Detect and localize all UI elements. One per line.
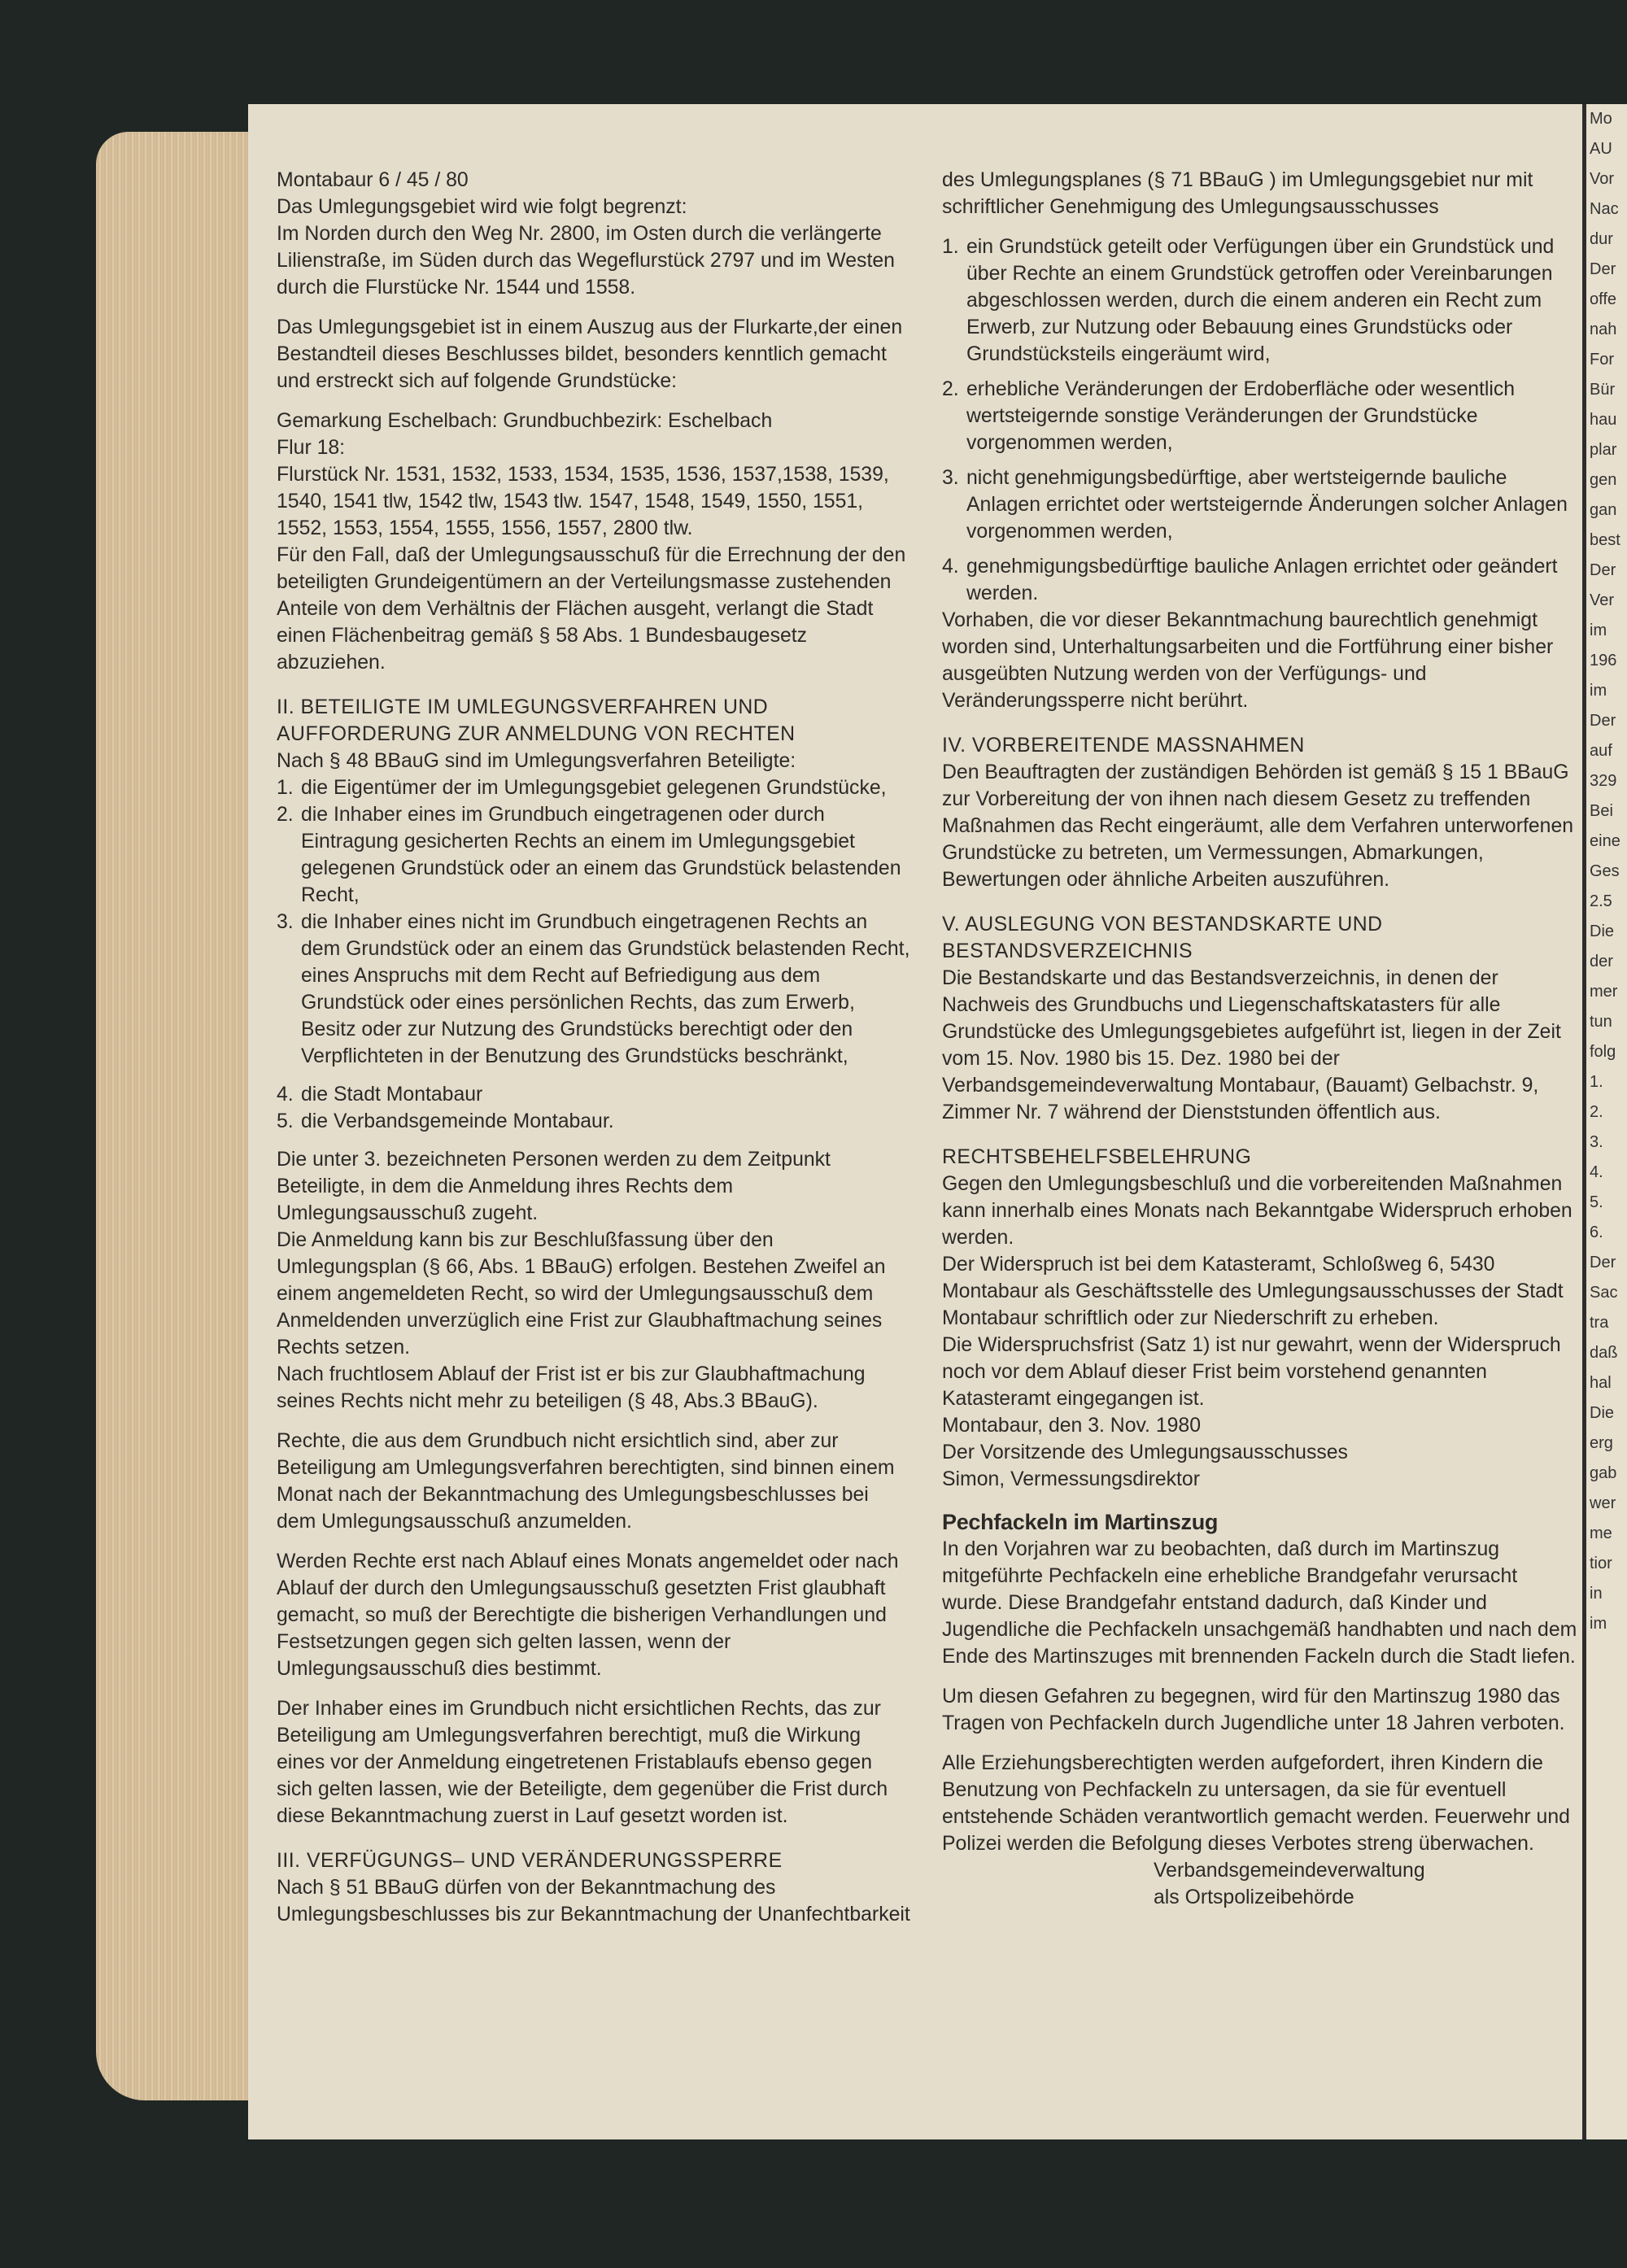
next-page-fragment: Sac — [1590, 1284, 1618, 1302]
next-page-fragment: Der — [1590, 561, 1616, 579]
paragraph: Nach fruchtlosem Ablauf der Frist ist er bis zur Glaubhaftmachung seines Rechts nicht mehr zu beteiligen (§ 48, Abs.3 BBauG). — [277, 1363, 866, 1412]
next-page-fragment: offe — [1590, 290, 1616, 308]
reference-number: Montabaur 6 / 45 / 80 — [277, 169, 469, 191]
list-item — [942, 465, 1578, 545]
next-page-fragment: gan — [1590, 501, 1617, 519]
list-number: 5. — [277, 1110, 294, 1132]
signature-line: Der Vorsitzende des Umlegungsausschusses — [942, 1441, 1348, 1463]
list-text: nicht genehmigungsbedürftige, aber wertsteigernde bauliche Anlagen errichtet oder wertsteigernde Änderungen solcher Anlagen vorgenommen werden, — [966, 467, 1568, 543]
paragraph: Das Umlegungsgebiet ist in einem Auszug aus der Flurkarte,der einen Bestandteil dieses Beschlusses bildet, besonders kenntlich gemacht und erstreckt sich auf folgende Grundstücke: — [277, 316, 903, 392]
list-text: genehmigungsbedürftige bauliche Anlagen errichtet oder geändert werden. — [966, 556, 1558, 604]
next-page-fragment: 3. — [1590, 1133, 1603, 1151]
list-number: 1. — [277, 777, 294, 799]
paragraph: Für den Fall, daß der Umlegungsausschuß für die Errechnung der den beteiligten Grundeigentümern an der Verteilungsmasse zustehenden Anteile von dem Verhältnis der Flächen ausgeht, verlangt die Stadt einen Flächenbeitrag gemäß § 58 Abs. 1 Bundesbaugesetz abzuziehen. — [277, 544, 906, 674]
section-heading-iv: IV. VORBEREITENDE MASSNAHMEN — [942, 735, 1305, 757]
list-text: die Stadt Montabaur — [301, 1084, 483, 1106]
next-page-fragment: Bei — [1590, 802, 1613, 820]
next-page-fragment: tun — [1590, 1013, 1612, 1031]
next-page-fragment: 1. — [1590, 1073, 1603, 1091]
paragraph: Der Widerspruch ist bei dem Katasteramt, Schloßweg 6, 5430 Montabaur als Geschäftsstelle des Umlegungsausschusses der Stadt Montabaur schriftlich oder zur Niederschrift zu erheben. — [942, 1254, 1564, 1329]
paragraph: Nach § 48 BBauG sind im Umlegungsverfahren Beteiligte: — [277, 750, 796, 772]
paragraph: Rechte, die aus dem Grundbuch nicht ersichtlich sind, aber zur Beteiligung am Umlegungsverfahren berechtigten, sind binnen einem Monat nach der Bekanntmachung des Umlegungsbeschlusses bei dem Umlegungsausschuß anzumelden. — [277, 1430, 895, 1533]
list-item — [277, 1108, 911, 1135]
next-page-fragment: Ver — [1590, 591, 1615, 609]
next-page-fragment: 329 — [1590, 772, 1617, 790]
list-number: 4. — [942, 556, 959, 578]
list-number: 4. — [277, 1084, 294, 1106]
date-line: Montabaur, den 3. Nov. 1980 — [942, 1415, 1201, 1437]
next-page-fragment: Mo — [1590, 110, 1612, 128]
list-text: die Inhaber eines nicht im Grundbuch eingetragenen Rechts an dem Grundstück oder an einem das Grundstück belastenden Recht, eines Anspruchs mit dem Recht auf Befriedigung aus dem Grundstück oder eines persönlichen Rechts, das zum Erwerb, Besitz oder zur Nutzung des Grundstücks berechtigt oder den Verpflichteten in der Benutzung des Grundstücks beschränkt, — [301, 911, 910, 1067]
paragraph: Nach § 51 BBauG dürfen von der Bekanntmachung des Umlegungsbeschlusses bis zur Bekanntmachung der Unanfechtbarkeit — [277, 1877, 910, 1926]
next-page-fragment: Bür — [1590, 381, 1616, 399]
paragraph: Die Widerspruchsfrist (Satz 1) ist nur gewahrt, wenn der Widerspruch noch vor dem Ablauf dieser Frist beim vorstehend genannten Katasteramt eingegangen ist. — [942, 1334, 1561, 1410]
next-page-fragment: 6. — [1590, 1223, 1603, 1241]
list-number: 1. — [942, 236, 959, 258]
next-page-fragment: dur — [1590, 230, 1613, 248]
next-page-fragment: For — [1590, 351, 1614, 369]
next-page-fragment: me — [1590, 1524, 1612, 1542]
left-column — [277, 167, 911, 1928]
paragraph: In den Vorjahren war zu beobachten, daß durch im Martinszug mitgeführte Pechfackeln eine erhebliche Brandgefahr verursacht wurde. Diese Brandgefahr entstand dadurch, daß Kinder und Jugendliche die Pechfackeln unsachgemäß handhabten und nach dem Ende des Martinszuges mit brennenden Fackeln durch die Stadt liefen. — [942, 1538, 1577, 1668]
next-page-fragment: Die — [1590, 1404, 1615, 1422]
restrictions-list — [942, 233, 1578, 607]
next-page-fragment: mer — [1590, 983, 1618, 1001]
list-item — [277, 801, 911, 909]
book-page-edges — [96, 132, 259, 2100]
paragraph: des Umlegungsplanes (§ 71 BBauG ) im Umlegungsgebiet nur mit schriftlicher Genehmigung des Umlegungsausschusses — [942, 169, 1533, 218]
next-page-fragment: auf — [1590, 742, 1612, 760]
next-page-fragment: im — [1590, 622, 1607, 639]
paragraph: Die Bestandskarte und das Bestandsverzeichnis, in denen der Nachweis des Grundbuchs und Liegenschaftskatasters für alle Grundstücke des Umlegungsgebietes aufgeführt ist, liegen in der Zeit vom 15. Nov. 1980 bis 15. Dez. 1980 bei der Verbandsgemeindeverwaltung Montabaur, (Bauamt) Gelbachstr. 9, Zimmer Nr. 7 während der Dienststunden öffentlich aus. — [942, 967, 1561, 1123]
signature-line: Simon, Vermessungsdirektor — [942, 1468, 1200, 1490]
next-page-strip — [1582, 104, 1627, 2139]
list-number: 2. — [942, 378, 959, 400]
section-heading-v: V. AUSLEGUNG VON BESTANDSKARTE UND BESTANDSVERZEICHNIS — [942, 914, 1383, 962]
paragraph: Den Beauftragten der zuständigen Behörden ist gemäß § 15 1 BBauG zur Vorbereitung der von ihnen nach diesem Gesetz zu treffenden Maßnahmen das Recht eingeräumt, alle dem Verfahren unterworfenen Grundstücke zu betreten, um Vermessungen, Abmarkungen, Bewertungen oder ähnliche Arbeiten auszuführen. — [942, 761, 1574, 891]
next-page-fragment: hau — [1590, 411, 1617, 429]
next-page-fragment: hal — [1590, 1374, 1612, 1392]
paragraph: Im Norden durch den Weg Nr. 2800, im Osten durch die verlängerte Lilienstraße, im Süden durch das Wegeflurstück 2797 und im Westen durch die Flurstücke Nr. 1544 und 1558. — [277, 223, 895, 299]
next-page-fragment: Der — [1590, 260, 1616, 278]
paragraph: Das Umlegungsgebiet wird wie folgt begrenzt: — [277, 196, 687, 218]
paragraph: Vorhaben, die vor dieser Bekanntmachung baurechtlich genehmigt worden sind, Unterhaltungsarbeiten und die Fortführung einer bisher ausgeübten Nutzung werden von der Verfügungs- und Veränderungssperre nicht berührt. — [942, 609, 1554, 712]
next-page-fragment: Der — [1590, 712, 1616, 730]
next-page-fragment: best — [1590, 531, 1620, 549]
article-signature: als Ortspolizeibehörde — [1154, 1886, 1354, 1908]
next-page-fragment: erg — [1590, 1434, 1613, 1452]
next-page-fragment: AU — [1590, 140, 1612, 158]
list-text: die Eigentümer der im Umlegungsgebiet gelegenen Grundstücke, — [301, 777, 887, 799]
next-page-fragment: gab — [1590, 1464, 1617, 1482]
paragraph: Flurstück Nr. 1531, 1532, 1533, 1534, 1535, 1536, 1537,1538, 1539, 1540, 1541 tlw, 1542 tlw, 1543 tlw. 1547, 1548, 1549, 1550, 1551, 1552, 1553, 1554, 1555, 1556, 1557, 2800 tlw. — [277, 464, 889, 539]
paragraph: Werden Rechte erst nach Ablauf eines Monats angemeldet oder nach Ablauf der durch den Umlegungsausschuß gesetzten Frist glaubhaft gemacht, so muß der Berechtigte die bisherigen Verhandlungen und Festsetzungen gegen sich gelten lassen, wenn der Umlegungsausschuß dies bestimmt. — [277, 1551, 899, 1680]
next-page-fragment: 196 — [1590, 652, 1617, 669]
participants-list — [277, 774, 911, 1135]
next-page-fragment: 5. — [1590, 1193, 1603, 1211]
list-text: die Inhaber eines im Grundbuch eingetragenen oder durch Eintragung gesicherten Rechts an einem im Umlegungsgebiet gelegenen Grundstück oder an einem das Grundstück belastenden Recht, — [301, 804, 901, 906]
next-page-fragment: der — [1590, 953, 1613, 970]
next-page-fragment: in — [1590, 1585, 1603, 1603]
next-page-fragment: Nac — [1590, 200, 1619, 218]
article-title: Pechfackeln im Martinszug — [942, 1510, 1219, 1534]
next-page-fragment: folg — [1590, 1043, 1616, 1061]
next-page-fragment: daß — [1590, 1344, 1618, 1362]
next-page-fragment: gen — [1590, 471, 1617, 489]
next-page-fragment: Vor — [1590, 170, 1615, 188]
list-item — [942, 233, 1578, 368]
paragraph: Gegen den Umlegungsbeschluß und die vorbereitenden Maßnahmen kann innerhalb eines Monats nach Bekanntgabe Widerspruch erhoben werden. — [942, 1173, 1572, 1249]
list-item — [942, 553, 1578, 607]
next-page-fragment: im — [1590, 1615, 1607, 1633]
list-text: ein Grundstück geteilt oder Verfügungen über ein Grundstück und über Rechte an einem Grundstück getroffen oder Vereinbarungen abgeschlossen werden, durch die einem anderen ein Recht zum Erwerb, zur Nutzung oder Bebauung eines Grundstücks oder Grundstücksteils eingeräumt wird, — [966, 236, 1555, 365]
list-item — [277, 774, 911, 801]
next-page-fragment: im — [1590, 682, 1607, 700]
paragraph: Gemarkung Eschelbach: Grundbuchbezirk: Eschelbach — [277, 410, 773, 432]
list-text: erhebliche Veränderungen der Erdoberfläche oder wesentlich wertsteigernde sonstige Veränderungen der Grundstücke vorgenommen werden, — [966, 378, 1516, 454]
next-page-fragment: wer — [1590, 1494, 1616, 1512]
paragraph: Die Anmeldung kann bis zur Beschlußfassung über den Umlegungsplan (§ 66, Abs. 1 BBauG) erfolgen. Bestehen Zweifel an einem angemeldeten Recht, so wird der Umlegungsausschuß dem Anmeldenden unverzüglich eine Frist zur Glaubhaftmachung seines Rechts setzen. — [277, 1229, 886, 1359]
paragraph: Alle Erziehungsberechtigten werden aufgefordert, ihren Kindern die Benutzung von Pechfackeln zu untersagen, da sie für eventuell entstehende Schäden verantwortlich gemacht werden. Feuerwehr und Polizei werden die Befolgung dieses Verbotes streng überwachen. — [942, 1752, 1570, 1855]
list-number: 3. — [277, 911, 294, 933]
next-page-fragment: Der — [1590, 1254, 1616, 1271]
next-page-fragment: tior — [1590, 1555, 1612, 1572]
list-text: die Verbandsgemeinde Montabaur. — [301, 1110, 614, 1132]
section-heading-ii: II. BETEILIGTE IM UMLEGUNGSVERFAHREN UND AUFFORDERUNG ZUR ANMELDUNG VON RECHTEN — [277, 696, 796, 745]
list-item — [942, 376, 1578, 456]
paragraph: Der Inhaber eines im Grundbuch nicht ersichtlichen Rechts, das zur Beteiligung am Umlegungsverfahren berechtigt, muß die Wirkung eines vor der Anmeldung eingetretenen Fristablaufs ebenso gegen sich gelten lassen, wie der Beteiligte, dem gegenüber die Frist durch diese Bekanntmachung zuerst in Lauf gesetzt worden ist. — [277, 1698, 888, 1827]
next-page-fragment: eine — [1590, 832, 1620, 850]
next-page-fragment: nah — [1590, 321, 1617, 338]
section-heading-iii: III. VERFÜGUNGS– UND VERÄNDERUNGSSPERRE — [277, 1850, 783, 1872]
next-page-fragment: 4. — [1590, 1163, 1603, 1181]
paragraph: Um diesen Gefahren zu begegnen, wird für den Martinszug 1980 das Tragen von Pechfackeln durch Jugendliche unter 18 Jahren verboten. — [942, 1686, 1565, 1734]
next-page-fragment: Ges — [1590, 862, 1620, 880]
section-heading-rechtsbehelf: RECHTSBEHELFSBELEHRUNG — [942, 1146, 1252, 1168]
next-page-fragment: plar — [1590, 441, 1617, 459]
article-signature: Verbandsgemeindeverwaltung — [1154, 1860, 1425, 1882]
next-page-fragment: 2.5 — [1590, 892, 1612, 910]
next-page-fragment: Die — [1590, 922, 1615, 940]
paragraph: Die unter 3. bezeichneten Personen werden zu dem Zeitpunkt Beteiligte, in dem die Anmeldung ihres Rechts dem Umlegungsausschuß zugeht. — [277, 1149, 831, 1224]
paragraph: Flur 18: — [277, 437, 346, 459]
right-column — [942, 167, 1578, 1911]
list-item — [277, 1081, 911, 1108]
list-item — [277, 909, 911, 1070]
list-number: 3. — [942, 467, 959, 489]
next-page-fragment: tra — [1590, 1314, 1609, 1332]
list-number: 2. — [277, 804, 294, 826]
next-page-fragment: 2. — [1590, 1103, 1603, 1121]
